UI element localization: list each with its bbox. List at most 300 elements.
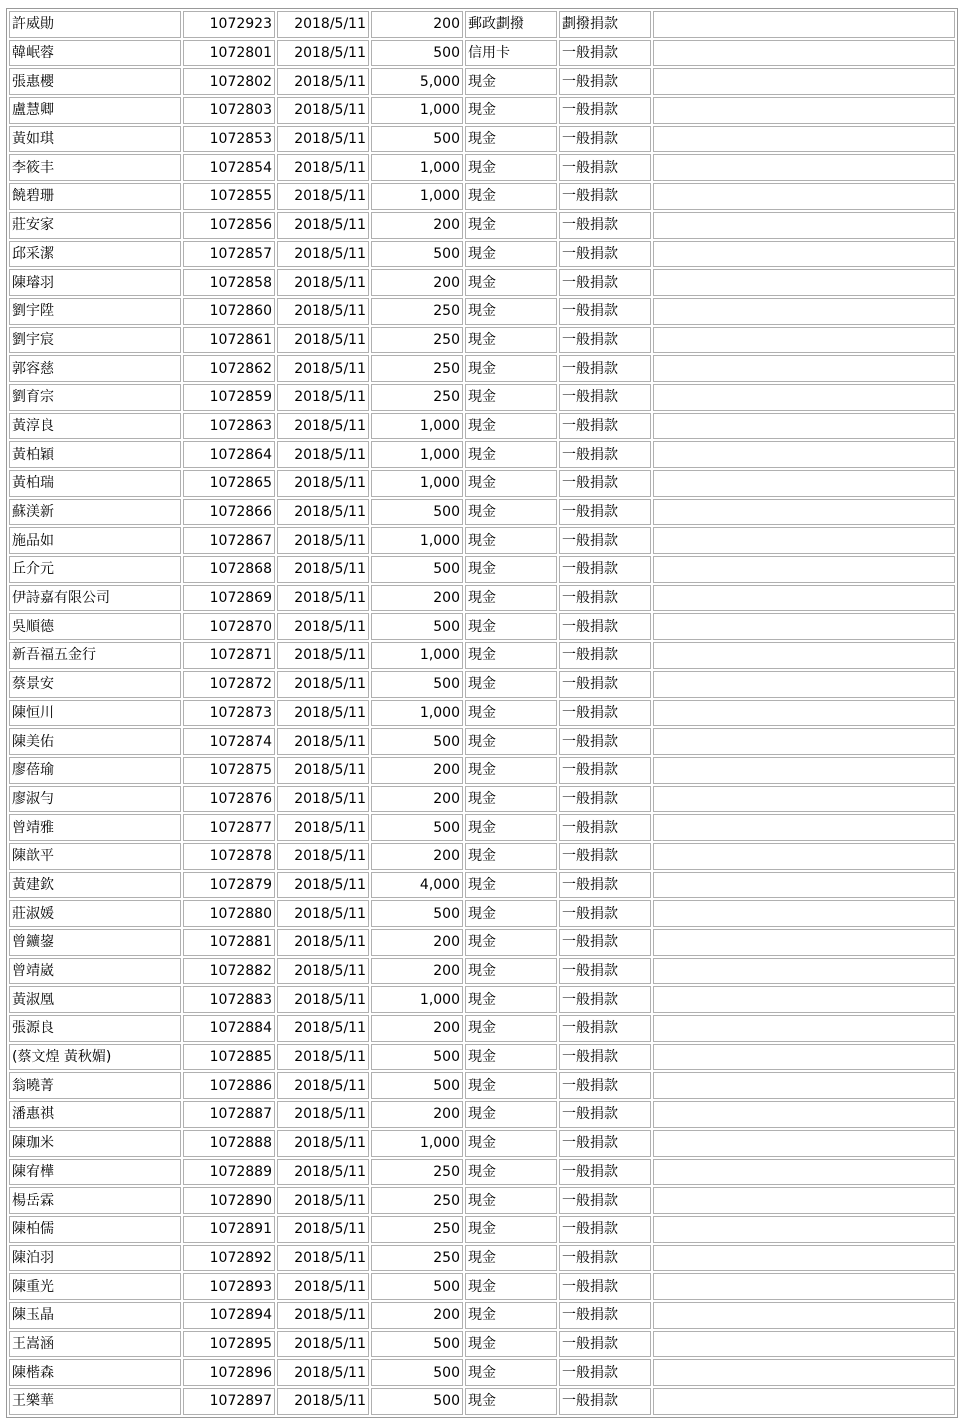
donation-date-cell: 2018/5/11 <box>277 900 369 927</box>
donation-date-cell: 2018/5/11 <box>277 671 369 698</box>
receipt-number-cell: 1072884 <box>183 1015 275 1042</box>
donation-type-cell: 一般捐款 <box>559 97 651 124</box>
donation-type-cell: 一般捐款 <box>559 1159 651 1186</box>
receipt-number-cell: 1072854 <box>183 154 275 181</box>
donation-amount-cell: 500 <box>371 1331 463 1358</box>
donation-date-cell: 2018/5/11 <box>277 1359 369 1386</box>
note-cell <box>653 1388 955 1415</box>
table-row <box>9 1101 955 1128</box>
donation-amount-cell: 200 <box>371 585 463 612</box>
donation-type-cell: 一般捐款 <box>559 1273 651 1300</box>
donation-date-cell: 2018/5/11 <box>277 1388 369 1415</box>
donation-type-cell: 一般捐款 <box>559 241 651 268</box>
payment-method-cell: 現金 <box>465 1388 557 1415</box>
receipt-number-cell: 1072867 <box>183 527 275 554</box>
donation-type-cell: 一般捐款 <box>559 355 651 382</box>
donation-date-cell: 2018/5/11 <box>277 68 369 95</box>
donation-type-cell: 一般捐款 <box>559 269 651 296</box>
donation-amount-cell: 200 <box>371 786 463 813</box>
payment-method-cell: 現金 <box>465 1159 557 1186</box>
note-cell <box>653 814 955 841</box>
donation-amount-cell: 1,000 <box>371 441 463 468</box>
donation-date-cell: 2018/5/11 <box>277 183 369 210</box>
donor-name-cell: 陳宥樺 <box>9 1159 181 1186</box>
receipt-number-cell: 1072802 <box>183 68 275 95</box>
donor-name-cell: 黃建欽 <box>9 872 181 899</box>
table-row <box>9 700 955 727</box>
table-row <box>9 499 955 526</box>
payment-method-cell: 現金 <box>465 700 557 727</box>
donation-date-cell: 2018/5/11 <box>277 958 369 985</box>
payment-method-cell: 現金 <box>465 958 557 985</box>
donation-table-body <box>9 11 955 1415</box>
receipt-number-cell: 1072856 <box>183 212 275 239</box>
receipt-number-cell: 1072873 <box>183 700 275 727</box>
note-cell <box>653 872 955 899</box>
payment-method-cell: 現金 <box>465 1044 557 1071</box>
payment-method-cell: 現金 <box>465 786 557 813</box>
donation-amount-cell: 250 <box>371 1216 463 1243</box>
donation-type-cell: 一般捐款 <box>559 68 651 95</box>
note-cell <box>653 757 955 784</box>
donation-amount-cell: 200 <box>371 757 463 784</box>
receipt-number-cell: 1072801 <box>183 40 275 67</box>
note-cell <box>653 843 955 870</box>
donation-amount-cell: 1,000 <box>371 1130 463 1157</box>
donation-amount-cell: 500 <box>371 814 463 841</box>
donation-date-cell: 2018/5/11 <box>277 1245 369 1272</box>
payment-method-cell: 現金 <box>465 499 557 526</box>
table-row <box>9 556 955 583</box>
payment-method-cell: 現金 <box>465 126 557 153</box>
donation-type-cell: 一般捐款 <box>559 700 651 727</box>
donation-amount-cell: 500 <box>371 1359 463 1386</box>
donor-name-cell: 李筱丰 <box>9 154 181 181</box>
receipt-number-cell: 1072874 <box>183 728 275 755</box>
donation-amount-cell: 250 <box>371 1159 463 1186</box>
receipt-number-cell: 1072892 <box>183 1245 275 1272</box>
donation-amount-cell: 500 <box>371 499 463 526</box>
donation-amount-cell: 250 <box>371 1187 463 1214</box>
donor-name-cell: 王嵩涵 <box>9 1331 181 1358</box>
donor-name-cell: 陳泊羽 <box>9 1245 181 1272</box>
donation-date-cell: 2018/5/11 <box>277 212 369 239</box>
note-cell <box>653 126 955 153</box>
donor-name-cell: 翁曉菁 <box>9 1072 181 1099</box>
receipt-number-cell: 1072875 <box>183 757 275 784</box>
donation-type-cell: 一般捐款 <box>559 986 651 1013</box>
table-row <box>9 527 955 554</box>
donation-date-cell: 2018/5/11 <box>277 327 369 354</box>
donation-type-cell: 一般捐款 <box>559 1331 651 1358</box>
payment-method-cell: 現金 <box>465 814 557 841</box>
note-cell <box>653 183 955 210</box>
note-cell <box>653 298 955 325</box>
note-cell <box>653 585 955 612</box>
donation-amount-cell: 250 <box>371 355 463 382</box>
table-row <box>9 1331 955 1358</box>
payment-method-cell: 現金 <box>465 298 557 325</box>
donor-name-cell: 楊岳霖 <box>9 1187 181 1214</box>
donor-name-cell: 盧慧卿 <box>9 97 181 124</box>
donor-name-cell: 潘惠祺 <box>9 1101 181 1128</box>
note-cell <box>653 384 955 411</box>
donation-type-cell: 一般捐款 <box>559 585 651 612</box>
donation-amount-cell: 200 <box>371 958 463 985</box>
note-cell <box>653 1302 955 1329</box>
donation-date-cell: 2018/5/11 <box>277 1216 369 1243</box>
donation-type-cell: 一般捐款 <box>559 1015 651 1042</box>
donor-name-cell: 王樂華 <box>9 1388 181 1415</box>
donation-date-cell: 2018/5/11 <box>277 97 369 124</box>
table-row <box>9 384 955 411</box>
donor-name-cell: 蘇渼新 <box>9 499 181 526</box>
donation-amount-cell: 200 <box>371 1015 463 1042</box>
receipt-number-cell: 1072868 <box>183 556 275 583</box>
donor-name-cell: 陳玉晶 <box>9 1302 181 1329</box>
note-cell <box>653 642 955 669</box>
donor-name-cell: 施品如 <box>9 527 181 554</box>
donation-amount-cell: 1,000 <box>371 413 463 440</box>
donation-amount-cell: 250 <box>371 327 463 354</box>
receipt-number-cell: 1072857 <box>183 241 275 268</box>
donation-type-cell: 一般捐款 <box>559 212 651 239</box>
donation-type-cell: 一般捐款 <box>559 1044 651 1071</box>
table-row <box>9 241 955 268</box>
donation-amount-cell: 1,000 <box>371 527 463 554</box>
donation-amount-cell: 4,000 <box>371 872 463 899</box>
donation-date-cell: 2018/5/11 <box>277 269 369 296</box>
donation-date-cell: 2018/5/11 <box>277 241 369 268</box>
note-cell <box>653 1015 955 1042</box>
donation-type-cell: 一般捐款 <box>559 40 651 67</box>
receipt-number-cell: 1072890 <box>183 1187 275 1214</box>
payment-method-cell: 現金 <box>465 929 557 956</box>
payment-method-cell: 現金 <box>465 900 557 927</box>
donation-amount-cell: 500 <box>371 1388 463 1415</box>
donation-type-cell: 一般捐款 <box>559 499 651 526</box>
donation-type-cell: 一般捐款 <box>559 527 651 554</box>
payment-method-cell: 現金 <box>465 413 557 440</box>
donation-date-cell: 2018/5/11 <box>277 413 369 440</box>
donation-date-cell: 2018/5/11 <box>277 585 369 612</box>
donation-amount-cell: 500 <box>371 1273 463 1300</box>
note-cell <box>653 355 955 382</box>
note-cell <box>653 68 955 95</box>
donation-type-cell: 一般捐款 <box>559 1359 651 1386</box>
donation-table <box>6 8 958 1418</box>
donor-name-cell: 曾靖崴 <box>9 958 181 985</box>
note-cell <box>653 786 955 813</box>
donor-name-cell: 陳恒川 <box>9 700 181 727</box>
donation-date-cell: 2018/5/11 <box>277 470 369 497</box>
receipt-number-cell: 1072864 <box>183 441 275 468</box>
receipt-number-cell: 1072855 <box>183 183 275 210</box>
donation-date-cell: 2018/5/11 <box>277 728 369 755</box>
payment-method-cell: 現金 <box>465 585 557 612</box>
receipt-number-cell: 1072860 <box>183 298 275 325</box>
receipt-number-cell: 1072895 <box>183 1331 275 1358</box>
donor-name-cell: 許威勛 <box>9 11 181 38</box>
table-row <box>9 1216 955 1243</box>
payment-method-cell: 現金 <box>465 1216 557 1243</box>
donation-amount-cell: 500 <box>371 1044 463 1071</box>
donation-type-cell: 一般捐款 <box>559 183 651 210</box>
payment-method-cell: 現金 <box>465 68 557 95</box>
note-cell <box>653 499 955 526</box>
donor-name-cell: 劉育宗 <box>9 384 181 411</box>
donation-amount-cell: 500 <box>371 671 463 698</box>
donation-date-cell: 2018/5/11 <box>277 613 369 640</box>
table-row <box>9 269 955 296</box>
donor-name-cell: 陳璿羽 <box>9 269 181 296</box>
note-cell <box>653 958 955 985</box>
receipt-number-cell: 1072880 <box>183 900 275 927</box>
donation-type-cell: 一般捐款 <box>559 1302 651 1329</box>
payment-method-cell: 現金 <box>465 1072 557 1099</box>
donor-name-cell: 蔡景安 <box>9 671 181 698</box>
table-row <box>9 671 955 698</box>
donation-amount-cell: 200 <box>371 1302 463 1329</box>
note-cell <box>653 97 955 124</box>
note-cell <box>653 1216 955 1243</box>
donor-name-cell: 廖蓓瑜 <box>9 757 181 784</box>
table-row <box>9 786 955 813</box>
donation-amount-cell: 500 <box>371 126 463 153</box>
note-cell <box>653 1245 955 1272</box>
donation-date-cell: 2018/5/11 <box>277 1130 369 1157</box>
donation-amount-cell: 500 <box>371 556 463 583</box>
donor-name-cell: 伊詩嘉有限公司 <box>9 585 181 612</box>
table-row <box>9 11 955 38</box>
payment-method-cell: 現金 <box>465 441 557 468</box>
note-cell <box>653 40 955 67</box>
donation-type-cell: 一般捐款 <box>559 384 651 411</box>
note-cell <box>653 929 955 956</box>
donor-name-cell: 黃柏瑞 <box>9 470 181 497</box>
payment-method-cell: 現金 <box>465 527 557 554</box>
donation-amount-cell: 1,000 <box>371 700 463 727</box>
table-row <box>9 355 955 382</box>
receipt-number-cell: 1072878 <box>183 843 275 870</box>
donation-type-cell: 一般捐款 <box>559 1072 651 1099</box>
payment-method-cell: 現金 <box>465 728 557 755</box>
donation-date-cell: 2018/5/11 <box>277 814 369 841</box>
donor-name-cell: 陳歆平 <box>9 843 181 870</box>
donor-name-cell: 黃淳良 <box>9 413 181 440</box>
donation-amount-cell: 200 <box>371 11 463 38</box>
donation-type-cell: 一般捐款 <box>559 298 651 325</box>
table-row <box>9 40 955 67</box>
payment-method-cell: 現金 <box>465 757 557 784</box>
donor-name-cell: 吳順德 <box>9 613 181 640</box>
donor-name-cell: 黃柏穎 <box>9 441 181 468</box>
table-row <box>9 126 955 153</box>
donation-date-cell: 2018/5/11 <box>277 872 369 899</box>
donation-date-cell: 2018/5/11 <box>277 757 369 784</box>
table-row <box>9 613 955 640</box>
donation-date-cell: 2018/5/11 <box>277 384 369 411</box>
donor-name-cell: 郭容慈 <box>9 355 181 382</box>
table-row <box>9 327 955 354</box>
table-row <box>9 986 955 1013</box>
donor-name-cell: 陳楷森 <box>9 1359 181 1386</box>
payment-method-cell: 現金 <box>465 355 557 382</box>
note-cell <box>653 241 955 268</box>
payment-method-cell: 現金 <box>465 212 557 239</box>
payment-method-cell: 現金 <box>465 1302 557 1329</box>
receipt-number-cell: 1072858 <box>183 269 275 296</box>
payment-method-cell: 現金 <box>465 613 557 640</box>
donation-date-cell: 2018/5/11 <box>277 556 369 583</box>
donor-name-cell: 黃淑凰 <box>9 986 181 1013</box>
table-row <box>9 1273 955 1300</box>
donation-date-cell: 2018/5/11 <box>277 441 369 468</box>
donor-name-cell: 莊淑媛 <box>9 900 181 927</box>
donation-date-cell: 2018/5/11 <box>277 126 369 153</box>
donation-date-cell: 2018/5/11 <box>277 1187 369 1214</box>
donation-type-cell: 一般捐款 <box>559 441 651 468</box>
table-row <box>9 1245 955 1272</box>
donation-date-cell: 2018/5/11 <box>277 154 369 181</box>
donation-date-cell: 2018/5/11 <box>277 1331 369 1358</box>
note-cell <box>653 11 955 38</box>
note-cell <box>653 1331 955 1358</box>
donation-date-cell: 2018/5/11 <box>277 843 369 870</box>
donation-type-cell: 一般捐款 <box>559 154 651 181</box>
payment-method-cell: 現金 <box>465 843 557 870</box>
donation-amount-cell: 200 <box>371 1101 463 1128</box>
note-cell <box>653 613 955 640</box>
table-row <box>9 470 955 497</box>
donor-name-cell: 韓岷蓉 <box>9 40 181 67</box>
payment-method-cell: 現金 <box>465 986 557 1013</box>
donation-type-cell: 一般捐款 <box>559 872 651 899</box>
donation-type-cell: 一般捐款 <box>559 470 651 497</box>
receipt-number-cell: 1072885 <box>183 1044 275 1071</box>
table-row <box>9 1159 955 1186</box>
donation-amount-cell: 500 <box>371 40 463 67</box>
receipt-number-cell: 1072861 <box>183 327 275 354</box>
donation-type-cell: 一般捐款 <box>559 900 651 927</box>
table-row <box>9 1187 955 1214</box>
note-cell <box>653 986 955 1013</box>
donor-name-cell: 邱采潔 <box>9 241 181 268</box>
donation-amount-cell: 1,000 <box>371 642 463 669</box>
donation-type-cell: 一般捐款 <box>559 786 651 813</box>
donation-amount-cell: 500 <box>371 728 463 755</box>
receipt-number-cell: 1072865 <box>183 470 275 497</box>
donation-amount-cell: 500 <box>371 900 463 927</box>
donor-name-cell: 陳柏儒 <box>9 1216 181 1243</box>
receipt-number-cell: 1072877 <box>183 814 275 841</box>
donation-type-cell: 一般捐款 <box>559 728 651 755</box>
donor-name-cell: 陳重光 <box>9 1273 181 1300</box>
donation-type-cell: 一般捐款 <box>559 958 651 985</box>
payment-method-cell: 現金 <box>465 556 557 583</box>
table-row <box>9 183 955 210</box>
payment-method-cell: 現金 <box>465 1245 557 1272</box>
donor-name-cell: 曾鑛鋆 <box>9 929 181 956</box>
table-row <box>9 958 955 985</box>
donation-amount-cell: 1,000 <box>371 470 463 497</box>
payment-method-cell: 現金 <box>465 154 557 181</box>
donor-name-cell: 黃如琪 <box>9 126 181 153</box>
donation-date-cell: 2018/5/11 <box>277 1101 369 1128</box>
payment-method-cell: 現金 <box>465 97 557 124</box>
payment-method-cell: 現金 <box>465 1101 557 1128</box>
table-row <box>9 1359 955 1386</box>
note-cell <box>653 413 955 440</box>
donation-date-cell: 2018/5/11 <box>277 11 369 38</box>
donation-date-cell: 2018/5/11 <box>277 786 369 813</box>
table-row <box>9 413 955 440</box>
donor-name-cell: 劉宇宸 <box>9 327 181 354</box>
table-row <box>9 1130 955 1157</box>
payment-method-cell: 信用卡 <box>465 40 557 67</box>
donation-list <box>6 8 962 1418</box>
donor-name-cell: 丘介元 <box>9 556 181 583</box>
donation-date-cell: 2018/5/11 <box>277 700 369 727</box>
donation-date-cell: 2018/5/11 <box>277 1273 369 1300</box>
donation-amount-cell: 250 <box>371 384 463 411</box>
donation-type-cell: 一般捐款 <box>559 1388 651 1415</box>
donation-type-cell: 一般捐款 <box>559 929 651 956</box>
receipt-number-cell: 1072866 <box>183 499 275 526</box>
table-row <box>9 68 955 95</box>
donation-type-cell: 一般捐款 <box>559 327 651 354</box>
note-cell <box>653 327 955 354</box>
table-row <box>9 1302 955 1329</box>
receipt-number-cell: 1072883 <box>183 986 275 1013</box>
donation-date-cell: 2018/5/11 <box>277 1302 369 1329</box>
payment-method-cell: 現金 <box>465 1331 557 1358</box>
donation-amount-cell: 250 <box>371 1245 463 1272</box>
donation-type-cell: 一般捐款 <box>559 1216 651 1243</box>
receipt-number-cell: 1072803 <box>183 97 275 124</box>
donation-date-cell: 2018/5/11 <box>277 527 369 554</box>
note-cell <box>653 671 955 698</box>
payment-method-cell: 現金 <box>465 1273 557 1300</box>
donation-amount-cell: 500 <box>371 241 463 268</box>
table-row <box>9 154 955 181</box>
table-row <box>9 212 955 239</box>
donation-type-cell: 一般捐款 <box>559 556 651 583</box>
donation-type-cell: 一般捐款 <box>559 126 651 153</box>
note-cell <box>653 1072 955 1099</box>
receipt-number-cell: 1072869 <box>183 585 275 612</box>
note-cell <box>653 154 955 181</box>
donation-date-cell: 2018/5/11 <box>277 642 369 669</box>
receipt-number-cell: 1072879 <box>183 872 275 899</box>
payment-method-cell: 現金 <box>465 1130 557 1157</box>
donation-amount-cell: 1,000 <box>371 183 463 210</box>
note-cell <box>653 1130 955 1157</box>
table-row <box>9 97 955 124</box>
note-cell <box>653 900 955 927</box>
donor-name-cell: 張惠櫻 <box>9 68 181 95</box>
donation-amount-cell: 500 <box>371 613 463 640</box>
receipt-number-cell: 1072897 <box>183 1388 275 1415</box>
note-cell <box>653 700 955 727</box>
receipt-number-cell: 1072893 <box>183 1273 275 1300</box>
table-row <box>9 585 955 612</box>
receipt-number-cell: 1072887 <box>183 1101 275 1128</box>
donation-type-cell: 一般捐款 <box>559 1101 651 1128</box>
donor-name-cell: (蔡文煌 黃秋媚) <box>9 1044 181 1071</box>
table-row <box>9 1388 955 1415</box>
donor-name-cell: 陳美佑 <box>9 728 181 755</box>
